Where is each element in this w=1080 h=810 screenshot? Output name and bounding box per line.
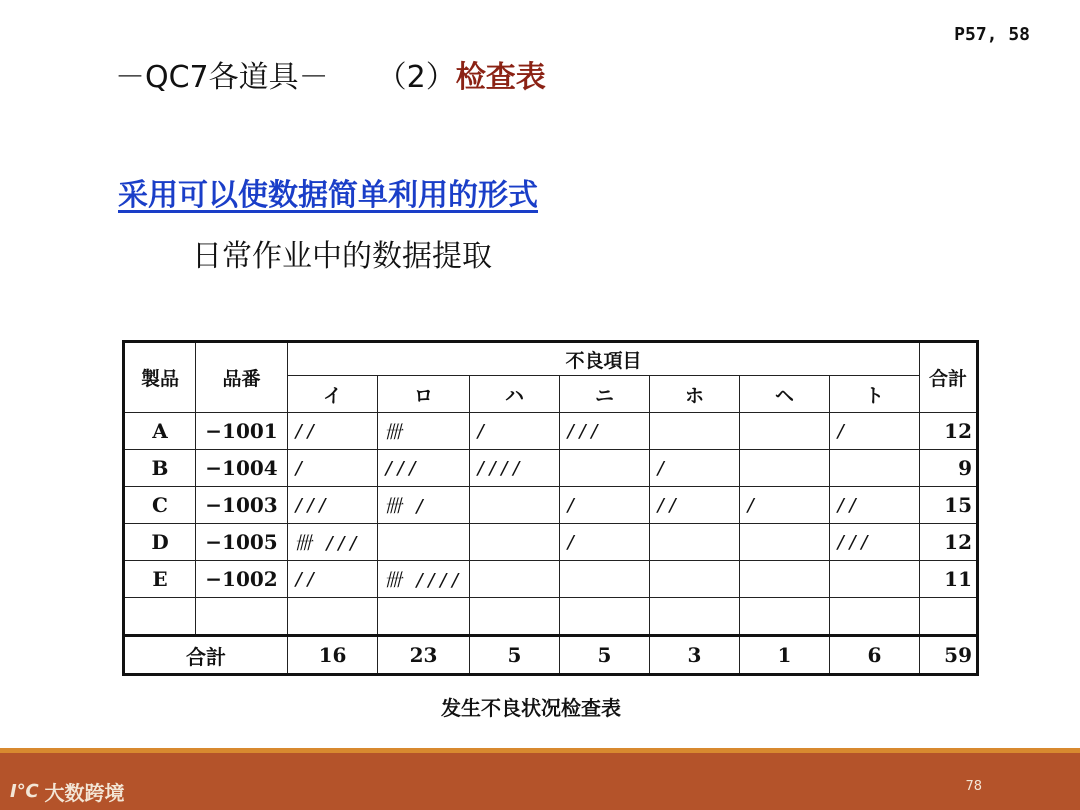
check-sheet-table: [122, 340, 979, 676]
table-caption: 发生不良状况检查表: [441, 696, 621, 720]
title-accent: 检查表: [455, 60, 546, 95]
footer-bar: [0, 748, 1080, 810]
table-row: [124, 450, 978, 487]
tally-cell: ////: [470, 450, 560, 487]
tally-cell: [560, 450, 650, 487]
tally-cell: /: [740, 487, 830, 524]
column-total: 23: [378, 636, 470, 675]
tally-cell: [650, 413, 740, 450]
part-number-cell: −1005: [196, 524, 288, 561]
tally-cell: [740, 561, 830, 598]
tally-cell: 卌 ////: [378, 561, 470, 598]
tally-cell: /: [650, 450, 740, 487]
tally-cell: //: [650, 487, 740, 524]
tally-cell: //: [830, 487, 920, 524]
row-total-cell: 12: [920, 413, 978, 450]
slide-title: [115, 52, 546, 96]
table-row: [124, 561, 978, 598]
header-defect-col: イ: [288, 376, 378, 413]
tally-cell: [830, 450, 920, 487]
tally-cell: ///: [288, 487, 378, 524]
column-total: 3: [650, 636, 740, 675]
tally-cell: [740, 450, 830, 487]
row-total-cell: 9: [920, 450, 978, 487]
tally-cell: /: [560, 524, 650, 561]
blank-row: [124, 598, 978, 636]
column-total: 5: [560, 636, 650, 675]
title-number: （2）: [376, 60, 456, 95]
tally-cell: //: [288, 413, 378, 450]
header-defect-col: ロ: [378, 376, 470, 413]
tally-cell: [470, 561, 560, 598]
tally-cell: [650, 524, 740, 561]
header-product: 製品: [124, 342, 196, 413]
product-cell: B: [124, 450, 196, 487]
tally-cell: [470, 524, 560, 561]
product-cell: C: [124, 487, 196, 524]
header-defect-col: ト: [830, 376, 920, 413]
part-number-cell: −1004: [196, 450, 288, 487]
product-cell: A: [124, 413, 196, 450]
row-total-cell: 11: [920, 561, 978, 598]
tally-cell: [560, 561, 650, 598]
tally-cell: 卌 ///: [288, 524, 378, 561]
tally-cell: [650, 561, 740, 598]
header-defect-col: ハ: [470, 376, 560, 413]
brand-logo-icon: Ⅰ℃: [10, 781, 39, 802]
tally-cell: ///: [378, 450, 470, 487]
header-defect-col: ホ: [650, 376, 740, 413]
header-defect-col: ニ: [560, 376, 650, 413]
tally-cell: 卌 /: [378, 487, 470, 524]
page-reference: P57, 58: [954, 24, 1030, 45]
part-number-cell: −1002: [196, 561, 288, 598]
product-cell: D: [124, 524, 196, 561]
tally-cell: [830, 561, 920, 598]
brand-logo: [10, 777, 125, 806]
subtitle: 采用可以使数据简单利用的形式: [118, 178, 538, 213]
header-defect-items: 不良項目: [288, 342, 920, 376]
slide-number: 78: [965, 779, 982, 794]
tally-cell: //: [288, 561, 378, 598]
tally-cell: 卌: [378, 413, 470, 450]
tally-cell: /: [560, 487, 650, 524]
table-row: [124, 413, 978, 450]
column-total: 5: [470, 636, 560, 675]
tally-cell: [740, 524, 830, 561]
tally-cell: ///: [830, 524, 920, 561]
tally-cell: /: [830, 413, 920, 450]
tally-cell: ///: [560, 413, 650, 450]
row-total-cell: 15: [920, 487, 978, 524]
table-row: [124, 487, 978, 524]
tally-cell: /: [288, 450, 378, 487]
part-number-cell: −1001: [196, 413, 288, 450]
title-prefix: －QC7各道具－: [115, 60, 329, 95]
header-defect-col: ヘ: [740, 376, 830, 413]
part-number-cell: −1003: [196, 487, 288, 524]
subtext: 日常作业中的数据提取: [192, 239, 492, 274]
grand-total: 59: [920, 636, 978, 675]
column-total: 6: [830, 636, 920, 675]
tally-cell: [378, 524, 470, 561]
column-total: 16: [288, 636, 378, 675]
header-total: 合計: [920, 342, 978, 413]
row-total-cell: 12: [920, 524, 978, 561]
tally-cell: [740, 413, 830, 450]
tally-cell: [470, 487, 560, 524]
tally-cell: /: [470, 413, 560, 450]
column-total: 1: [740, 636, 830, 675]
product-cell: E: [124, 561, 196, 598]
totals-label: 合計: [124, 636, 288, 675]
header-part-number: 品番: [196, 342, 288, 413]
brand-name: 大数跨境: [44, 781, 125, 805]
table-row: [124, 524, 978, 561]
